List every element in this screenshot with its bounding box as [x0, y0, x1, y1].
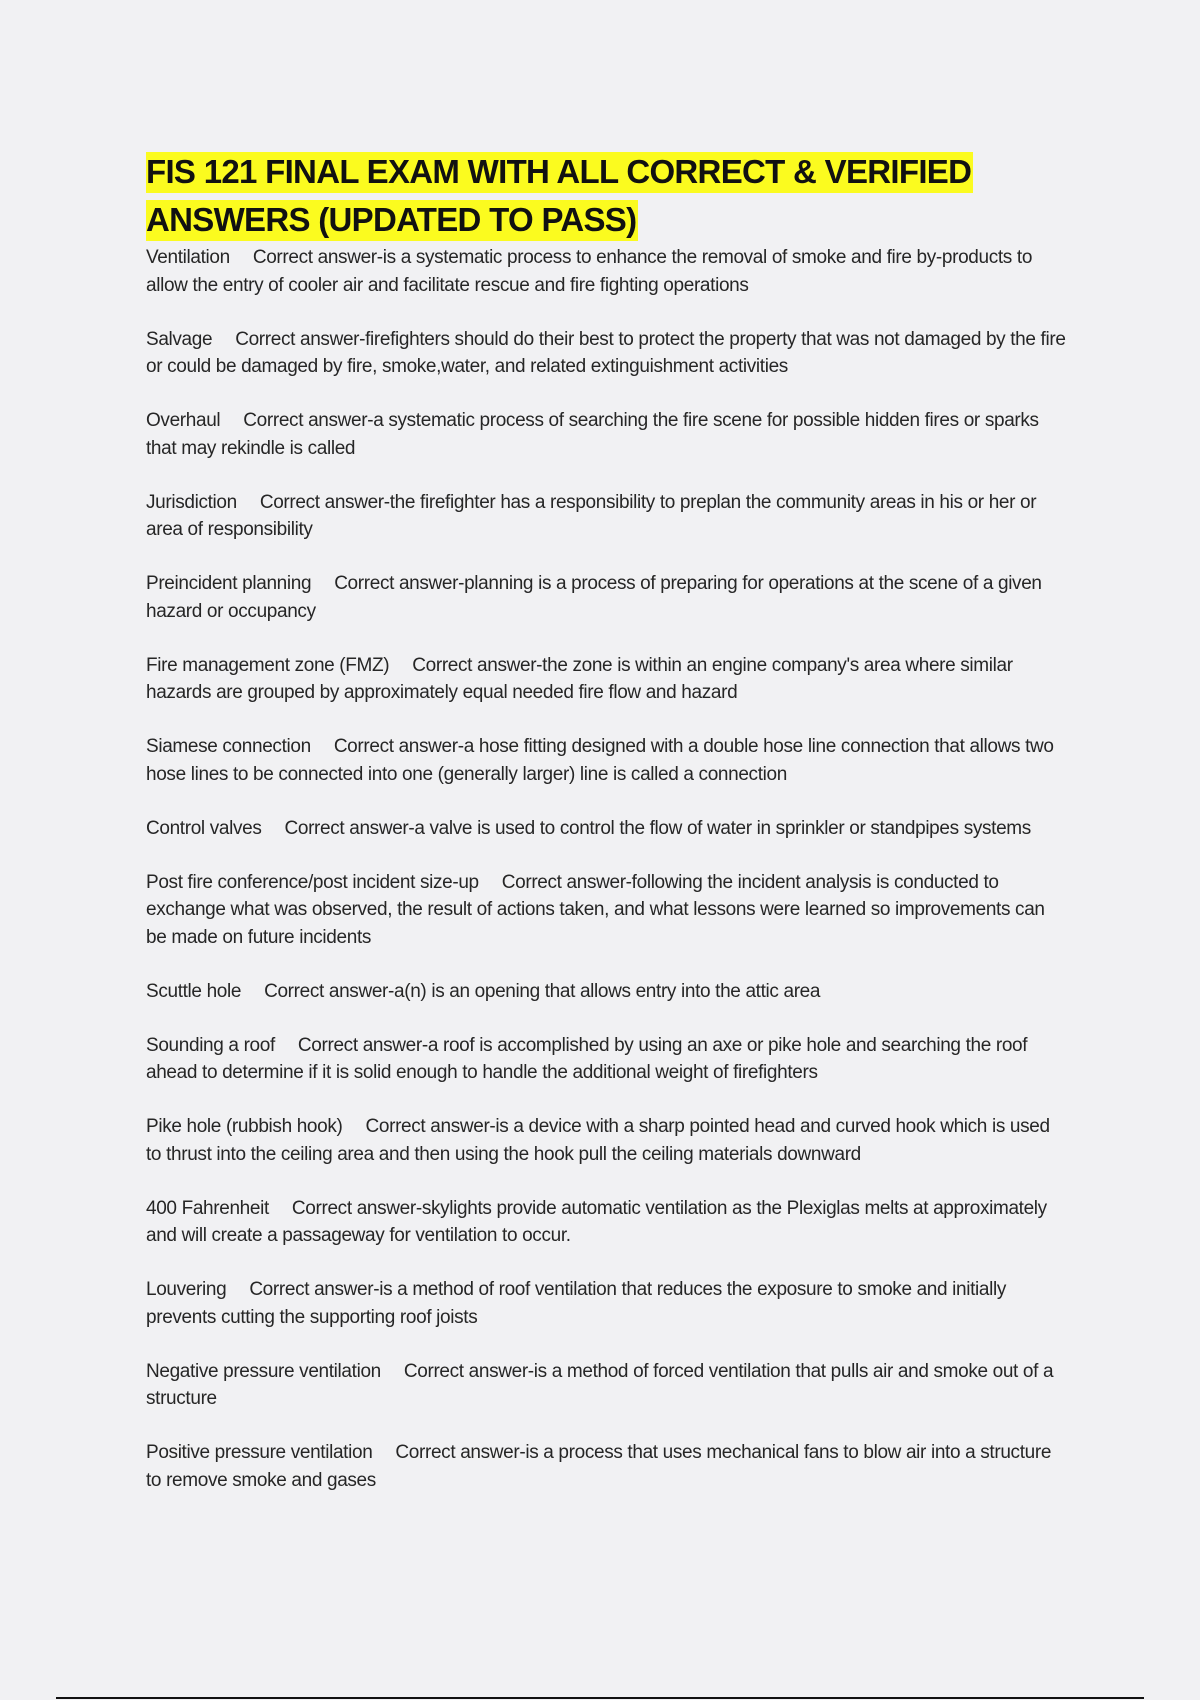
qa-answer: a roof is accomplished by using an axe or pike hole and searching the roof ahead to determine if it is solid enough to handle the additional weight of firefighters — [146, 1034, 1028, 1083]
qa-item — [146, 1439, 1066, 1494]
answer-prefix: Correct answer- — [249, 1279, 380, 1300]
qa-term: Sounding a roof — [146, 1034, 275, 1056]
qa-answer: a hose fitting designed with a double hose line connection that allows two hose lines to be connected into one (generally larger) line is called a connection — [146, 736, 1054, 785]
qa-item — [146, 1113, 1066, 1168]
qa-answer: is a method of forced ventilation that pulls air and smoke out of a structure — [146, 1360, 1054, 1409]
answer-prefix: Correct answer- — [333, 736, 464, 757]
qa-answer: is a systematic process to enhance the removal of smoke and fire by-products to allow the entry of cooler air and facilitate rescue and fire fighting operations — [146, 247, 1033, 296]
answer-prefix: Correct answer- — [403, 1360, 534, 1382]
answer-prefix: Correct answer- — [252, 247, 383, 268]
qa-term: Pike hole (rubbish hook) — [146, 1116, 343, 1137]
qa-term: Overhaul — [146, 410, 221, 431]
qa-item — [146, 326, 1066, 381]
qa-item — [146, 1276, 1066, 1331]
qa-term: Preincident planning — [146, 573, 312, 594]
qa-answer: is a method of roof ventilation that reduces the exposure to smoke and initially prevents cutting the supporting roof joists — [146, 1279, 1007, 1328]
qa-answer: the firefighter has a responsibility to preplan the community areas in his or her or area of responsibility — [146, 491, 1037, 540]
footer-rule — [56, 1697, 1144, 1699]
answer-prefix: Correct answer- — [284, 817, 415, 839]
qa-term: Scuttle hole — [146, 980, 242, 1002]
qa-item — [146, 733, 1066, 788]
answer-prefix: Correct answer- — [243, 410, 374, 431]
qa-list — [146, 244, 1066, 1494]
answer-prefix: Correct answer- — [365, 1116, 496, 1137]
document-page — [146, 148, 1066, 1521]
qa-answer: the zone is within an engine company's area where similar hazards are grouped by approximately equal needed fire flow and hazard — [146, 654, 1013, 703]
answer-prefix: Correct answer- — [297, 1034, 428, 1056]
qa-item — [146, 489, 1066, 544]
qa-term: Salvage — [146, 328, 213, 350]
title-highlight: FIS 121 FINAL EXAM WITH ALL CORRECT & VERIFIED ANSWERS (UPDATED TO PASS) — [146, 152, 973, 241]
qa-term: Ventilation — [146, 247, 230, 268]
qa-term: Post fire conference/post incident size-up — [146, 871, 479, 893]
qa-answer: is a process that uses mechanical fans to blow air into a structure to remove smoke and gases — [146, 1442, 1052, 1491]
qa-item — [146, 869, 1066, 952]
qa-answer: a valve is used to control the flow of water in sprinkler or standpipes systems — [414, 817, 1031, 839]
qa-term: Control valves — [146, 817, 262, 839]
qa-term: 400 Fahrenheit — [146, 1197, 269, 1219]
qa-answer: is a device with a sharp pointed head and curved hook which is used to thrust into the ceiling area and then using the hook pull the ceiling materials downward — [146, 1116, 1050, 1165]
qa-answer: following the incident analysis is conducted to exchange what was observed, the result of actions taken, and what lessons were learned so improvements can be made on future incidents — [146, 871, 1045, 948]
qa-answer: skylights provide automatic ventilation as the Plexiglas melts at approximately and will create a passageway for ventilation to occur. — [146, 1197, 1047, 1246]
qa-item — [146, 1032, 1066, 1087]
qa-item — [146, 244, 1066, 299]
qa-answer: planning is a process of preparing for operations at the scene of a given hazard or occupancy — [146, 573, 1042, 622]
answer-prefix: Correct answer- — [259, 491, 390, 513]
answer-prefix: Correct answer- — [235, 328, 366, 350]
answer-prefix: Correct answer- — [501, 871, 632, 893]
qa-term: Positive pressure ventilation — [146, 1442, 373, 1463]
answer-prefix: Correct answer- — [334, 573, 465, 594]
qa-term: Jurisdiction — [146, 491, 237, 513]
document-title — [146, 148, 1066, 244]
qa-answer: a(n) is an opening that allows entry into the attic area — [394, 980, 821, 1002]
answer-prefix: Correct answer- — [264, 980, 394, 1002]
answer-prefix: Correct answer- — [291, 1197, 422, 1219]
qa-answer: a systematic process of searching the fire scene for possible hidden fires or sparks that may rekindle is called — [146, 410, 1039, 459]
qa-item — [146, 1358, 1066, 1413]
qa-item — [146, 815, 1066, 843]
qa-term: Negative pressure ventilation — [146, 1360, 381, 1382]
qa-item — [146, 570, 1066, 625]
answer-prefix: Correct answer- — [412, 654, 543, 676]
answer-prefix: Correct answer- — [395, 1442, 526, 1463]
qa-item — [146, 978, 1066, 1006]
qa-answer: firefighters should do their best to protect the property that was not damaged by the fire or could be damaged by fire, smoke,water, and related extinguishment activities — [146, 328, 1066, 377]
qa-term: Louvering — [146, 1279, 227, 1300]
qa-term: Fire management zone (FMZ) — [146, 654, 390, 676]
qa-term: Siamese connection — [146, 736, 311, 757]
qa-item — [146, 652, 1066, 707]
qa-item — [146, 1195, 1066, 1250]
qa-item — [146, 407, 1066, 462]
